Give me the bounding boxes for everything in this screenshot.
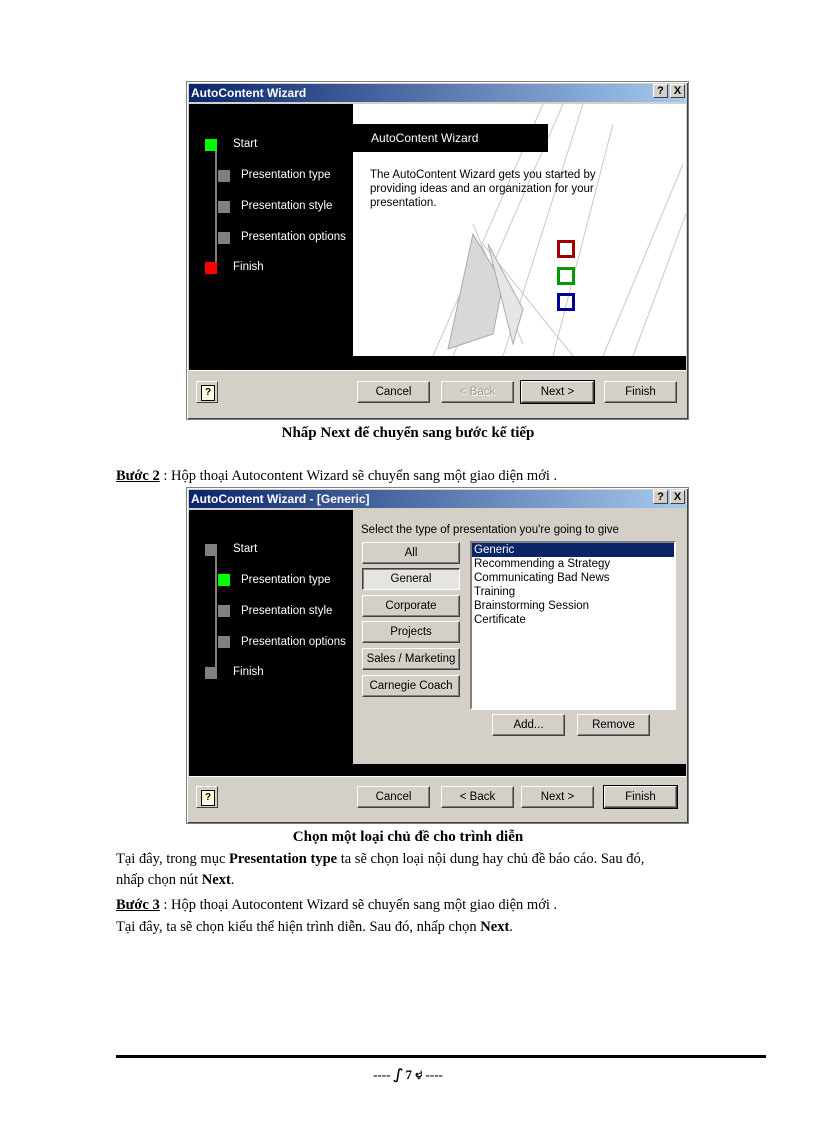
- category-corporate-button[interactable]: Corporate: [362, 595, 460, 617]
- step-finish[interactable]: Finish: [233, 261, 264, 273]
- step-options-marker: [218, 232, 230, 244]
- help-title-button[interactable]: ?: [653, 84, 668, 98]
- presentation-type-panel: [353, 510, 686, 764]
- list-item[interactable]: Communicating Bad News: [474, 572, 610, 584]
- bold-next: Next: [201, 872, 231, 888]
- autocontent-wizard-dialog-generic: [186, 487, 689, 824]
- step-3-label: Bước 3: [116, 897, 160, 913]
- cancel-button[interactable]: Cancel: [357, 381, 430, 403]
- bold-next: Next: [480, 919, 510, 935]
- finish-button[interactable]: Finish: [604, 381, 677, 403]
- list-item[interactable]: Certificate: [474, 614, 526, 626]
- step-type-marker: [218, 170, 230, 182]
- autocontent-wizard-dialog-start: [186, 81, 689, 420]
- step-2-label: Bước 2: [116, 468, 160, 484]
- back-button[interactable]: < Back: [441, 786, 514, 808]
- help-title-button[interactable]: ?: [653, 490, 668, 504]
- bold-presentation-type: Presentation type: [229, 851, 338, 867]
- paragraph-presentation-type: Tại đây, trong mục Presentation type ta sẽ chọn loại nội dung hay chủ đề báo cáo. Sau đó, nhấp chọn nút Next.: [116, 851, 645, 888]
- step-2-text: : Hộp thoại Autocontent Wizard sẽ chuyển sang một giao diện mới .: [159, 468, 558, 484]
- dialog-title-bar[interactable]: [189, 490, 686, 508]
- help-icon: ?: [201, 790, 215, 806]
- help-button[interactable]: [196, 381, 218, 403]
- step-finish-marker: [205, 262, 217, 274]
- back-button[interactable]: < Back: [441, 381, 514, 403]
- category-all-button[interactable]: All: [362, 542, 460, 564]
- help-button[interactable]: [196, 786, 218, 808]
- remove-button[interactable]: Remove: [577, 714, 650, 736]
- step-type-marker: [218, 574, 230, 586]
- figure-caption-2: Chọn một loại chủ đề cho trình diễn: [292, 829, 524, 845]
- panel-description: The AutoContent Wizard gets you started by providing ideas and an organization for your presentation.: [370, 169, 596, 209]
- footer-separator: [189, 776, 686, 777]
- dialog-title: AutoContent Wizard - [Generic]: [191, 492, 370, 506]
- next-button[interactable]: Next >: [521, 786, 594, 808]
- step-finish-marker: [205, 667, 217, 679]
- category-sales-marketing-button[interactable]: Sales / Marketing: [362, 648, 460, 670]
- step-presentation-type[interactable]: Presentation type: [241, 169, 331, 181]
- next-button[interactable]: Next >: [521, 381, 594, 403]
- step-presentation-style[interactable]: Presentation style: [241, 605, 333, 617]
- step-presentation-style[interactable]: Presentation style: [241, 200, 333, 212]
- footer-separator: [189, 370, 686, 371]
- close-button[interactable]: X: [670, 84, 685, 98]
- step-2-paragraph: [116, 468, 557, 485]
- checkbox-green-icon: [557, 267, 575, 285]
- list-item[interactable]: Training: [474, 586, 516, 598]
- step-3-paragraph: [116, 897, 557, 914]
- close-button[interactable]: X: [670, 490, 685, 504]
- dialog-title-bar[interactable]: [189, 84, 686, 102]
- category-projects-button[interactable]: Projects: [362, 621, 460, 643]
- step-style-marker: [218, 201, 230, 213]
- paragraph-style: Tại đây, ta sẽ chọn kiểu thể hiện trình diễn. Sau đó, nhấp chọn Next.: [116, 919, 513, 935]
- wizard-content-panel: [353, 104, 686, 356]
- add-button[interactable]: Add...: [492, 714, 565, 736]
- category-carnegie-coach-button[interactable]: Carnegie Coach: [362, 675, 460, 697]
- dialog-title: AutoContent Wizard: [191, 86, 307, 100]
- step-start-marker: [205, 544, 217, 556]
- step-start[interactable]: Start: [233, 543, 258, 555]
- type-prompt: Select the type of presentation you're going to give: [361, 524, 619, 536]
- step-connector: [215, 148, 217, 268]
- figure-caption-1: Nhấp Next để chuyển sang bước kế tiếp: [281, 425, 535, 441]
- step-start-marker: [205, 139, 217, 151]
- category-general-button[interactable]: General: [362, 568, 460, 590]
- step-style-marker: [218, 605, 230, 617]
- checkbox-blue-icon: [557, 293, 575, 311]
- step-finish[interactable]: Finish: [233, 666, 264, 678]
- footer-rule: [116, 1055, 766, 1058]
- help-icon: ?: [201, 385, 215, 401]
- step-3-text: : Hộp thoại Autocontent Wizard sẽ chuyển sang một giao diện mới .: [159, 897, 558, 913]
- step-presentation-options[interactable]: Presentation options: [241, 636, 346, 648]
- step-presentation-type[interactable]: Presentation type: [241, 574, 331, 586]
- step-connector: [215, 554, 217, 674]
- finish-button[interactable]: Finish: [604, 786, 677, 808]
- panel-title: AutoContent Wizard: [353, 124, 548, 152]
- presentation-list[interactable]: [470, 541, 676, 710]
- cancel-button[interactable]: Cancel: [357, 786, 430, 808]
- page-number: ---- ഽ 7 ಳ ----: [373, 1067, 443, 1082]
- list-item[interactable]: Generic: [472, 543, 674, 557]
- list-item[interactable]: Recommending a Strategy: [474, 558, 611, 570]
- step-presentation-options[interactable]: Presentation options: [241, 231, 346, 243]
- list-item[interactable]: Brainstorming Session: [474, 600, 590, 612]
- checkbox-red-icon: [557, 240, 575, 258]
- step-options-marker: [218, 636, 230, 648]
- step-start[interactable]: Start: [233, 138, 258, 150]
